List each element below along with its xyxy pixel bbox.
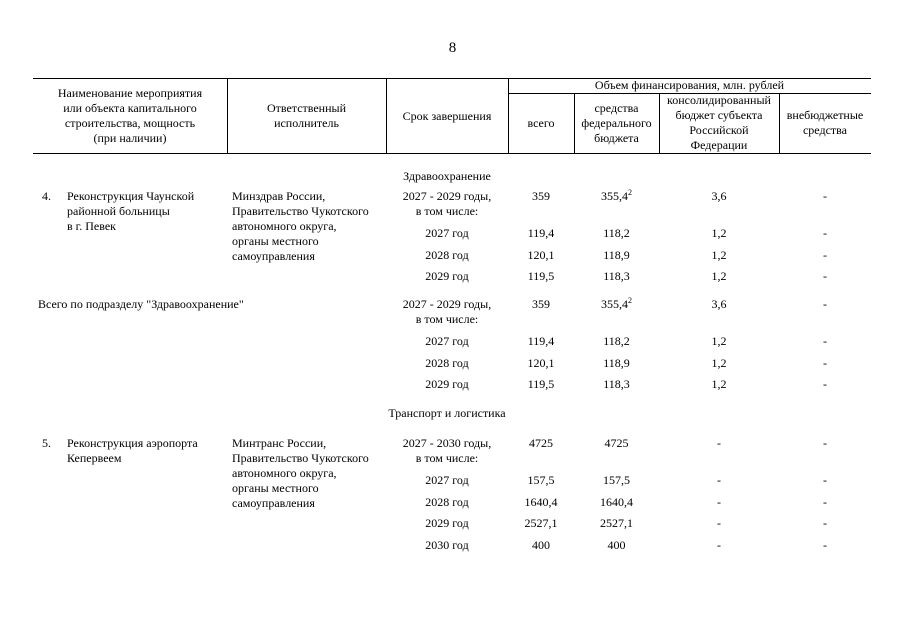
item-number: 4.	[42, 189, 51, 203]
total-cell: 119,5	[527, 377, 555, 391]
header-deadline: Срок завершения	[402, 108, 492, 123]
extrabudget-cell: -	[823, 537, 827, 552]
period-cell: 2027 год	[425, 473, 469, 487]
total-cell: 400	[532, 537, 550, 552]
period-cell: 2027 - 2029 годы,	[402, 189, 492, 203]
item-name: Кепервеем	[67, 451, 122, 465]
item-responsible: Минздрав России,	[232, 189, 326, 203]
extrabudget-cell: -	[823, 473, 827, 487]
consolidated-cell: 1,2	[711, 226, 727, 240]
federal-cell	[574, 473, 659, 488]
federal-value: 118,3	[603, 377, 630, 391]
period-cell: 2029 год	[425, 377, 469, 391]
period-cell: 2027 год	[425, 334, 469, 348]
header-total: всего	[527, 115, 555, 130]
section-title: Транспорт и логистика	[388, 406, 506, 420]
federal-value: 2527,1	[600, 516, 633, 530]
period-cell: в том числе:	[415, 312, 479, 326]
extrabudget-cell: -	[823, 516, 827, 530]
extrabudget-cell: -	[823, 297, 827, 311]
federal-value: 355,4	[601, 189, 628, 203]
header-extrabudget: внебюджетные средства	[786, 108, 864, 137]
footnote-ref: 2	[628, 188, 632, 197]
period-cell: 2029 год	[425, 269, 469, 283]
federal-cell	[574, 334, 659, 349]
total-cell: 120,1	[527, 355, 555, 370]
extrabudget-cell: -	[823, 355, 827, 370]
federal-value: 157,5	[603, 473, 630, 487]
item-responsible: автономного округа,	[232, 466, 337, 480]
federal-value: 4725	[604, 436, 629, 450]
item-name: Реконструкция Чаунской	[67, 189, 195, 203]
federal-cell	[574, 297, 659, 312]
consolidated-cell: -	[717, 436, 721, 450]
consolidated-cell: -	[717, 516, 721, 530]
period-cell: в том числе:	[415, 204, 479, 218]
total-cell: 359	[532, 297, 550, 311]
consolidated-cell: 1,2	[711, 355, 727, 370]
subtotal-label: Всего по подразделу "Здравоохранение"	[38, 297, 244, 311]
header-consolidated: консолидированный бюджет субъекта Российской Федерации	[667, 93, 771, 152]
period-cell: 2028 год	[425, 494, 469, 509]
item-name: районной больницы	[67, 204, 170, 218]
federal-value: 400	[607, 537, 626, 552]
total-cell: 157,5	[527, 473, 555, 487]
header-responsible: Ответственный исполнитель	[266, 101, 347, 130]
section-title: Здравоохранение	[403, 169, 491, 183]
header-federal: средства федерального бюджета	[581, 100, 652, 145]
consolidated-cell: -	[717, 494, 721, 509]
extrabudget-cell: -	[823, 269, 827, 283]
total-cell: 119,4	[527, 334, 555, 348]
federal-value: 118,9	[603, 355, 630, 370]
consolidated-cell: 1,2	[711, 269, 727, 283]
period-cell: 2030 год	[425, 537, 469, 552]
item-responsible: органы местного	[232, 481, 319, 495]
consolidated-cell: 1,2	[711, 334, 727, 348]
federal-cell	[574, 269, 659, 284]
federal-cell	[574, 189, 659, 204]
consolidated-cell: 3,6	[711, 189, 727, 203]
extrabudget-cell: -	[823, 334, 827, 348]
extrabudget-cell: -	[823, 226, 827, 240]
federal-value: 118,2	[603, 226, 630, 240]
extrabudget-cell: -	[823, 189, 827, 203]
period-cell: в том числе:	[415, 451, 479, 465]
item-responsible: Минтранс России,	[232, 436, 327, 450]
consolidated-cell: -	[717, 537, 721, 552]
consolidated-cell: 1,2	[711, 247, 727, 262]
total-cell: 119,5	[527, 269, 555, 283]
header-name: Наименование мероприятия или объекта капитального строительства, мощность (при наличии)	[57, 86, 203, 145]
federal-value: 1640,4	[600, 494, 633, 509]
federal-cell	[574, 538, 659, 553]
total-cell: 1640,4	[524, 494, 558, 509]
extrabudget-cell: -	[823, 436, 827, 450]
total-cell: 359	[532, 189, 550, 203]
extrabudget-cell: -	[823, 377, 827, 391]
item-responsible: органы местного	[232, 234, 319, 248]
federal-cell	[574, 356, 659, 371]
extrabudget-cell: -	[823, 494, 827, 509]
federal-value: 118,9	[603, 247, 630, 262]
header-funding: Объем финансирования, млн. рублей	[594, 78, 785, 92]
header-bottom-rule	[33, 153, 871, 154]
consolidated-cell: -	[717, 473, 721, 487]
total-cell: 120,1	[527, 247, 555, 262]
federal-cell	[574, 516, 659, 531]
federal-cell	[574, 248, 659, 263]
extrabudget-cell: -	[823, 247, 827, 262]
total-cell: 4725	[529, 436, 553, 450]
consolidated-cell: 3,6	[711, 297, 727, 311]
federal-cell	[574, 495, 659, 510]
period-cell: 2027 год	[425, 226, 469, 240]
item-name: в г. Певек	[67, 219, 116, 233]
consolidated-cell: 1,2	[711, 377, 727, 391]
period-cell: 2029 год	[425, 516, 469, 530]
page-number: 8	[448, 40, 457, 56]
item-name: Реконструкция аэропорта	[67, 436, 198, 450]
total-cell: 119,4	[527, 226, 555, 240]
federal-value: 118,3	[603, 269, 630, 283]
period-cell: 2028 год	[425, 247, 469, 262]
item-responsible: самоуправления	[232, 496, 315, 510]
item-responsible: автономного округа,	[232, 219, 337, 233]
item-responsible: Правительство Чукотского	[232, 451, 369, 465]
period-cell: 2027 - 2030 годы,	[402, 436, 492, 450]
period-cell: 2027 - 2029 годы,	[402, 297, 492, 311]
period-cell: 2028 год	[425, 355, 469, 370]
item-number: 5.	[42, 436, 51, 450]
federal-cell	[574, 436, 659, 451]
federal-cell	[574, 377, 659, 392]
federal-cell	[574, 226, 659, 241]
federal-value: 118,2	[603, 334, 630, 348]
total-cell: 2527,1	[524, 516, 558, 530]
federal-value: 355,4	[601, 297, 628, 311]
item-responsible: самоуправления	[232, 249, 315, 263]
footnote-ref: 2	[628, 296, 632, 305]
item-responsible: Правительство Чукотского	[232, 204, 369, 218]
